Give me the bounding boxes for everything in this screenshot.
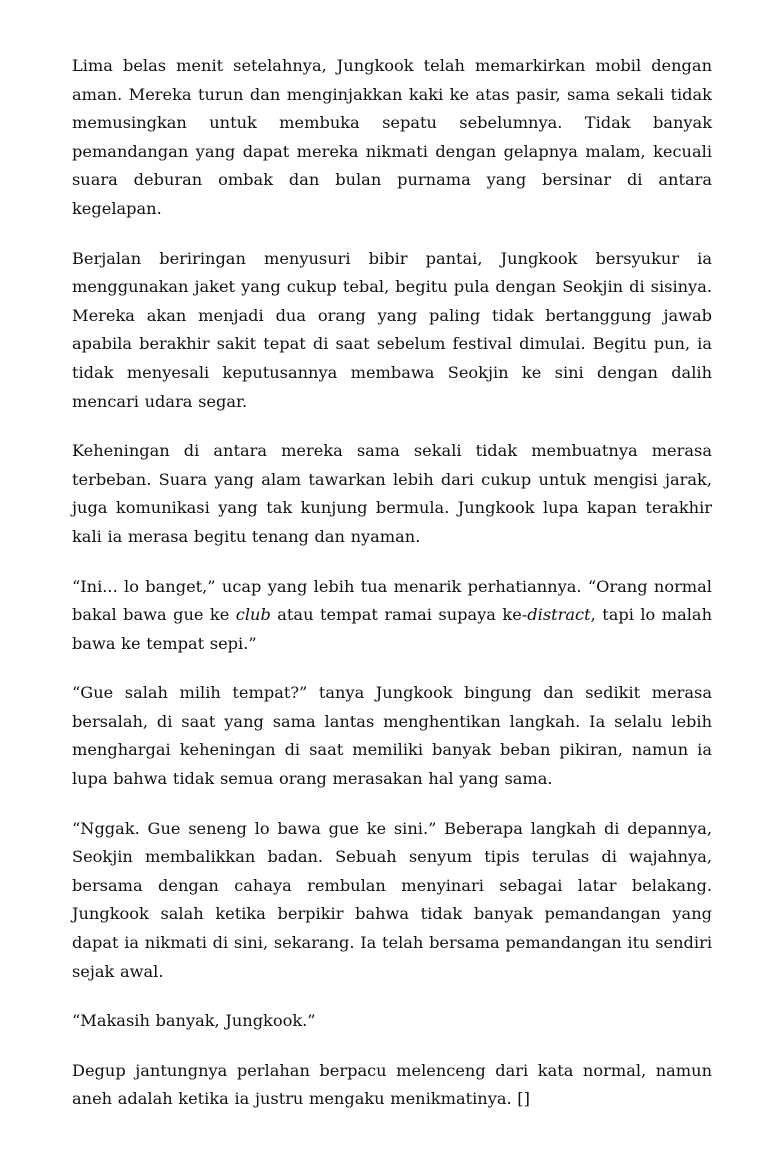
paragraph: Lima belas menit setelahnya, Jungkook telah memarkirkan mobil dengan aman. Mereka turun dan menginjakkan kaki ke atas pasir, sama sekali tidak memusingkan untuk membuka sepatu sebelumnya. Tidak banyak pemandangan yang dapat mereka nikmati dengan gelapnya malam, kecuali suara deburan ombak dan bulan purnama yang bersinar di antara kegelapan. <box>72 56 712 218</box>
text-run: , tapi lo malah bawa ke tempat sepi.” <box>72 605 712 653</box>
paragraph: “Makasih banyak, Jungkook.” <box>72 1011 316 1031</box>
paragraph: Berjalan beriringan menyusuri bibir pantai, Jungkook bersyukur ia menggunakan jaket yang cukup tebal, begitu pula dengan Seokjin di sisinya. Mereka akan menjadi dua orang yang paling tidak bertanggung jawab apabila berakhir sakit tepat di saat sebelum festival dimulai. Begitu pun, ia tidak menyesali keputusannya membawa Seokjin ke sini dengan dalih mencari udara segar. <box>72 248 712 411</box>
paragraph <box>72 573 712 659</box>
paragraph: Keheningan di antara mereka sama sekali tidak membuatnya merasa terbeban. Suara yang alam tawarkan lebih dari cukup untuk mengisi jarak, juga komunikasi yang tak kunjung bermula. Jungkook lupa kapan terakhir kali ia merasa begitu tenang dan nyaman. <box>72 441 712 546</box>
paragraph: “Gue salah milih tempat?” tanya Jungkook bingung dan sedikit merasa bersalah, di saat yang sama lantas menghentikan langkah. Ia selalu lebih menghargai keheningan di saat memiliki banyak beban pikiran, namun ia lupa bahwa tidak semua orang merasakan hal yang sama. <box>72 683 712 789</box>
text-run: “Ini... lo banget,” ucap yang lebih tua menarik perhatiannya. “Orang normal bakal bawa gue ke <box>72 576 712 625</box>
document-page <box>72 52 712 1114</box>
text-run: atau tempat ramai supaya ke- <box>270 605 528 625</box>
italic-text-run: club <box>235 605 271 625</box>
italic-text-run: distract <box>527 605 591 625</box>
paragraph: “Nggak. Gue seneng lo bawa gue ke sini.” Beberapa langkah di depannya, Seokjin membalikkan badan. Sebuah senyum tipis terulas di wajahnya, bersama dengan cahaya rembulan menyinari sebagai latar belakang. Jungkook salah ketika berpikir bahwa tidak banyak pemandangan yang dapat ia nikmati di sini, sekarang. Ia telah bersama pemandangan itu sendiri sejak awal. <box>72 818 712 981</box>
paragraph: Degup jantungnya perlahan berpacu melenceng dari kata normal, namun aneh adalah ketika ia justru mengaku menikmatinya. [] <box>72 1060 712 1109</box>
